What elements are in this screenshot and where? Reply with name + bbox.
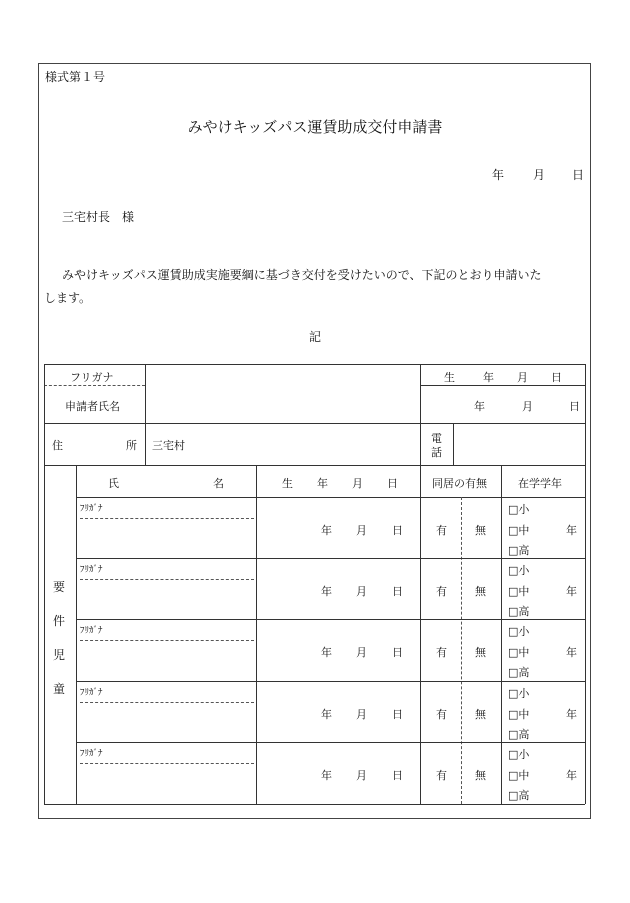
grade-option-elementary[interactable]: □小: [508, 564, 530, 577]
child-birth-year[interactable]: 年: [321, 524, 332, 537]
grade-year-label: 年: [566, 524, 577, 537]
child-birth-month[interactable]: 月: [356, 708, 367, 721]
table-rule: [76, 681, 585, 682]
group-label-char: 童: [53, 682, 66, 696]
applicant-birth-day[interactable]: 日: [569, 400, 580, 413]
table-rule: [145, 364, 146, 465]
body-text-line1: みやけキッズパス運賃助成実施要綱に基づき交付を受けたいので、下記のとおり申請いた: [62, 268, 542, 282]
group-label-char: 児: [53, 648, 66, 662]
grade-option-junior[interactable]: □中: [508, 708, 530, 721]
table-rule: [501, 465, 502, 804]
child-furigana-label: ﾌﾘｶﾞﾅ: [80, 749, 103, 759]
child-birth-year[interactable]: 年: [321, 585, 332, 598]
dashed-rule: [44, 385, 145, 386]
child-birth-day[interactable]: 日: [392, 585, 403, 598]
dashed-rule: [461, 497, 462, 804]
table-rule: [44, 465, 585, 466]
address-label-1: 住: [52, 439, 63, 452]
applicant-birth-year[interactable]: 年: [474, 400, 485, 413]
dashed-rule: [80, 518, 254, 519]
child-furigana-label: ﾌﾘｶﾞﾅ: [80, 504, 103, 514]
child-birth-header-sei: 生: [282, 477, 293, 490]
cohabit-yes-option[interactable]: 有: [436, 524, 447, 537]
child-birth-year[interactable]: 年: [321, 708, 332, 721]
address-value[interactable]: 三宅村: [152, 439, 185, 452]
table-rule: [76, 619, 585, 620]
child-birth-header-hi: 日: [387, 477, 398, 490]
grade-option-elementary[interactable]: □小: [508, 687, 530, 700]
cohabit-yes-option[interactable]: 有: [436, 646, 447, 659]
child-name-header-1: 氏: [108, 477, 119, 490]
date-day-label: 日: [572, 168, 585, 182]
addressee: 三宅村長 様: [62, 210, 135, 224]
child-furigana-label: ﾌﾘｶﾞﾅ: [80, 626, 103, 636]
table-rule: [44, 364, 585, 365]
birth-label-nen: 年: [483, 371, 494, 384]
table-rule: [76, 742, 585, 743]
table-rule: [420, 465, 421, 804]
child-birth-header-tsuki: 月: [352, 477, 363, 490]
ki-heading: 記: [308, 330, 321, 344]
child-birth-day[interactable]: 日: [392, 524, 403, 537]
child-birth-header-nen: 年: [317, 477, 328, 490]
child-birth-month[interactable]: 月: [356, 524, 367, 537]
child-furigana-label: ﾌﾘｶﾞﾅ: [80, 688, 103, 698]
cohabit-yes-option[interactable]: 有: [436, 585, 447, 598]
dashed-rule: [80, 702, 254, 703]
child-name-header-2: 名: [213, 477, 224, 490]
grade-option-junior[interactable]: □中: [508, 524, 530, 537]
applicant-name-label: 申請者氏名: [65, 400, 120, 413]
grade-option-junior[interactable]: □中: [508, 769, 530, 782]
grade-option-elementary[interactable]: □小: [508, 503, 530, 516]
grade-year-label: 年: [566, 769, 577, 782]
birth-label-hi: 日: [551, 371, 562, 384]
cohabit-header: 同居の有無: [432, 477, 487, 490]
group-label-char: 件: [53, 614, 66, 628]
table-rule: [585, 364, 586, 804]
table-rule: [44, 804, 585, 805]
cohabit-no-option[interactable]: 無: [475, 769, 486, 782]
form-number: 様式第１号: [45, 70, 106, 84]
grade-option-elementary[interactable]: □小: [508, 748, 530, 761]
grade-option-junior[interactable]: □中: [508, 585, 530, 598]
grade-option-elementary[interactable]: □小: [508, 625, 530, 638]
body-text-line2: します。: [44, 291, 92, 305]
cohabit-no-option[interactable]: 無: [475, 524, 486, 537]
cohabit-no-option[interactable]: 無: [475, 708, 486, 721]
child-birth-day[interactable]: 日: [392, 708, 403, 721]
child-birth-month[interactable]: 月: [356, 585, 367, 598]
child-birth-month[interactable]: 月: [356, 646, 367, 659]
birth-label-sei: 生: [444, 371, 455, 384]
grade-option-high[interactable]: □高: [508, 789, 530, 802]
table-rule: [420, 364, 421, 465]
table-rule: [44, 364, 45, 804]
table-rule: [76, 465, 77, 804]
cohabit-yes-option[interactable]: 有: [436, 708, 447, 721]
grade-option-high[interactable]: □高: [508, 605, 530, 618]
address-label-2: 所: [126, 439, 137, 452]
phone-label-1: 電: [431, 432, 442, 445]
furigana-label: フリガナ: [70, 371, 114, 384]
dashed-rule: [80, 579, 254, 580]
table-rule: [76, 497, 585, 498]
cohabit-no-option[interactable]: 無: [475, 585, 486, 598]
grade-year-label: 年: [566, 585, 577, 598]
table-rule: [76, 558, 585, 559]
applicant-birth-month[interactable]: 月: [522, 400, 533, 413]
child-birth-year[interactable]: 年: [321, 769, 332, 782]
table-rule: [256, 465, 257, 804]
child-birth-day[interactable]: 日: [392, 646, 403, 659]
grade-option-high[interactable]: □高: [508, 728, 530, 741]
grade-year-label: 年: [566, 708, 577, 721]
cohabit-no-option[interactable]: 無: [475, 646, 486, 659]
cohabit-yes-option[interactable]: 有: [436, 769, 447, 782]
table-rule: [453, 423, 454, 465]
child-birth-day[interactable]: 日: [392, 769, 403, 782]
table-rule: [420, 385, 585, 386]
phone-label-2: 話: [431, 446, 442, 459]
child-furigana-label: ﾌﾘｶﾞﾅ: [80, 565, 103, 575]
dashed-rule: [80, 640, 254, 641]
date-month-label: 月: [533, 168, 546, 182]
date-year-label: 年: [492, 168, 505, 182]
grade-year-label: 年: [566, 646, 577, 659]
child-birth-year[interactable]: 年: [321, 646, 332, 659]
grade-header: 在学学年: [518, 477, 562, 490]
child-birth-month[interactable]: 月: [356, 769, 367, 782]
grade-option-junior[interactable]: □中: [508, 646, 530, 659]
group-label-char: 要: [53, 580, 66, 594]
dashed-rule: [80, 763, 254, 764]
grade-option-high[interactable]: □高: [508, 544, 530, 557]
birth-label-tsuki: 月: [517, 371, 528, 384]
form-title: みやけキッズパス運賃助成交付申請書: [187, 118, 443, 136]
table-rule: [44, 423, 585, 424]
grade-option-high[interactable]: □高: [508, 666, 530, 679]
